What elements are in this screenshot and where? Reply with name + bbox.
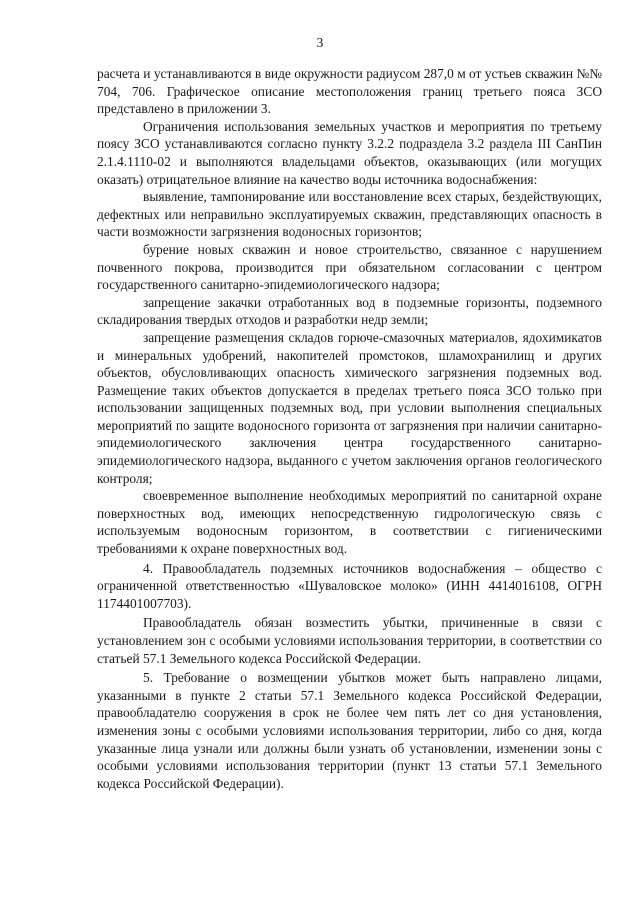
paragraph-5: запрещение закачки отработанных вод в подземные горизонты, подземного складирования твердых отходов и разработки недр земли; xyxy=(97,294,602,328)
paragraph-6: запрещение размещения складов горюче-смазочных материалов, ядохимикатов и минеральных удобрений, накопителей промстоков, шламохранилищ и других объектов, обусловливающих опасность химического загрязнения подземных вод. Размещение таких объектов допускается в пределах третьего пояса ЗСО только при использовании защищенных подземных вод, при условии выполнения специальных мероприятий по защите водоносного горизонта от загрязнения при наличии санитарно-эпидемиологического заключения центра государственного санитарно-эпидемиологического надзора, выданного с учетом заключения органов геологического контроля; xyxy=(97,329,602,486)
page-number: 3 xyxy=(316,35,324,50)
paragraph-1: расчета и устанавливаются в виде окружности радиусом 287,0 м от устьев скважин №№ 704, 706. Графическое описание местоположения границ третьего пояса ЗСО представлено в приложении 3. xyxy=(97,66,602,117)
paragraph-2: Ограничения использования земельных участков и мероприятия по третьему поясу ЗСО устанавливаются согласно пункту 3.2.2 подраздела 3.2 раздела III СанПин 2.1.4.1110-02 и выполняются владельцами объектов, оказывающих (или могущих оказать) отрицательное влияние на качество воды источника водоснабжения: xyxy=(97,118,602,187)
paragraph-4: бурение новых скважин и новое строительство, связанное с нарушением почвенного покрова, производится при обязательном согласовании с центром государственного санитарно-эпидемиологического надзора; xyxy=(97,241,602,293)
paragraph-7: своевременное выполнение необходимых мероприятий по санитарной охране поверхностных вод, имеющих непосредственную гидрологическую связь с используемым водоносным горизонтом, в соответствии с гигиеническими требованиями к охране поверхностных вод. xyxy=(97,488,602,557)
paragraph-3: выявление, тампонирование или восстановление всех старых, бездействующих, дефектных или неправильно эксплуатируемых скважин, представляющих опасность в части возможности загрязнения водоносных горизонтов; xyxy=(97,189,602,240)
paragraph-10: 5. Требование о возмещении убытков может быть направлено лицами, указанными в пункте 2 статьи 57.1 Земельного кодекса Российской Федерации, правообладателю сооружения в срок не более чем пять лет со дня установления, изменения зоны с особыми условиями использования территории, либо со дня, когда указанные лица узнали или должны были узнать об установлении, изменении зоны с особыми условиями использования территории (пункт 13 статьи 57.1 Земельного кодекса Российской Федерации). xyxy=(97,670,602,791)
paragraph-9: Правообладатель обязан возместить убытки, причиненные в связи с установлением зон с особыми условиями использования территории, в соответствии со статьей 57.1 Земельного кодекса Российской Федерации. xyxy=(97,615,602,666)
paragraph-8: 4. Правообладатель подземных источников водоснабжения – общество с ограниченной ответственностью «Шуваловское молоко» (ИНН 4414016108, ОГРН 1174401007703). xyxy=(97,560,602,611)
document-body xyxy=(97,65,602,792)
